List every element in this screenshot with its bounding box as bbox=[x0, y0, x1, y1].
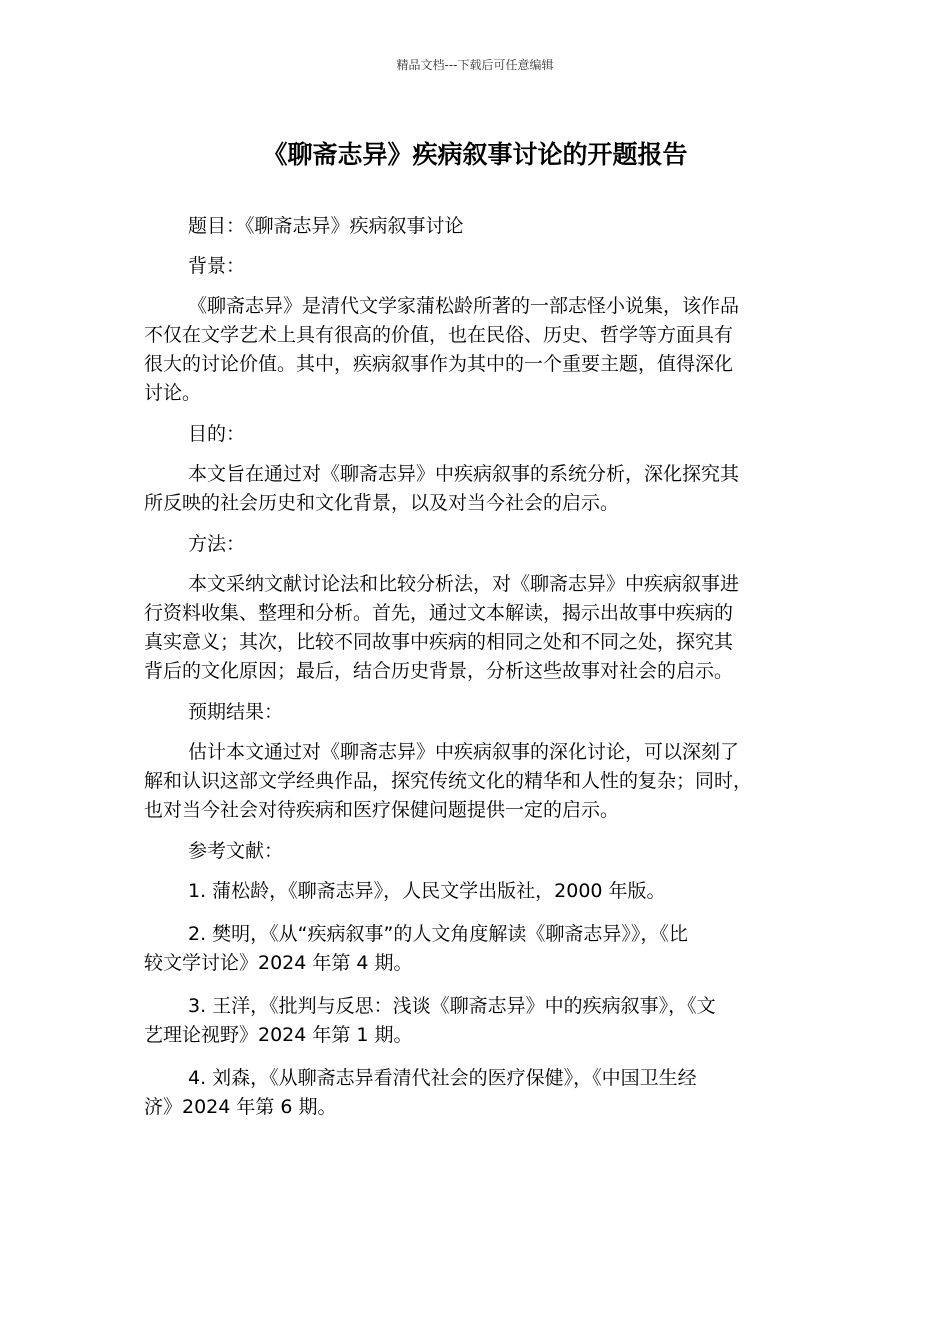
purpose-heading: 目的： bbox=[188, 423, 246, 445]
document-body bbox=[144, 212, 800, 1136]
background-heading: 背景： bbox=[188, 255, 246, 277]
topic-line: 题目：《聊斋志异》疾病叙事讨论 bbox=[188, 215, 464, 237]
expected-results-paragraph: 估计本文通过对《聊斋志异》中疾病叙事的深化讨论，可以深刻了 解和认识这部文学经典作品，探究传统文化的精华和人性的复杂；同时， 也对当今社会对待疾病和医疗保健问题提供一定的启示。 bbox=[144, 741, 753, 821]
page-header-watermark: 精品文档---下载后可任意编辑 bbox=[396, 58, 554, 72]
reference-item-3: 3. 王洋，《批判与反思：浅谈《聊斋志异》中的疾病叙事》，《文 艺理论视野》2024 年第 1 期。 bbox=[144, 995, 716, 1046]
background-paragraph: 《聊斋志异》是清代文学家蒲松龄所著的一部志怪小说集，该作品 不仅在文学艺术上具有很高的价值，也在民俗、历史、哲学等方面具有 很大的讨论价值。其中，疾病叙事作为其中的一个重要主题，值得深化 讨论。 bbox=[144, 295, 740, 404]
reference-item-2: 2. 樊明，《从“疾病叙事”的人文角度解读《聊斋志异》》，《比 较文学讨论》2024 年第 4 期。 bbox=[144, 923, 688, 974]
references-heading: 参考文献： bbox=[188, 840, 284, 862]
purpose-paragraph: 本文旨在通过对《聊斋志异》中疾病叙事的系统分析，深化探究其 所反映的社会历史和文化背景，以及对当今社会的启示。 bbox=[144, 463, 740, 514]
method-heading: 方法： bbox=[188, 533, 246, 555]
method-paragraph: 本文采纳文献讨论法和比较分析法，对《聊斋志异》中疾病叙事进 行资料收集、整理和分析。首先，通过文本解读，揭示出故事中疾病的 真实意义；其次，比较不同故事中疾病的相同之处和不同之处，探究其 背后的文化原因；最后，结合历史背景，分析这些故事对社会的启示。 bbox=[144, 573, 740, 682]
reference-item-4: 4. 刘森，《从聊斋志异看清代社会的医疗保健》，《中国卫生经 济》2024 年第 6 期。 bbox=[144, 1067, 697, 1118]
expected-results-heading: 预期结果： bbox=[188, 701, 284, 723]
reference-item-1: 1. 蒲松龄，《聊斋志异》，人民文学出版社，2000 年版。 bbox=[188, 880, 666, 902]
document-title: 《聊斋志异》疾病叙事讨论的开题报告 bbox=[262, 140, 688, 169]
